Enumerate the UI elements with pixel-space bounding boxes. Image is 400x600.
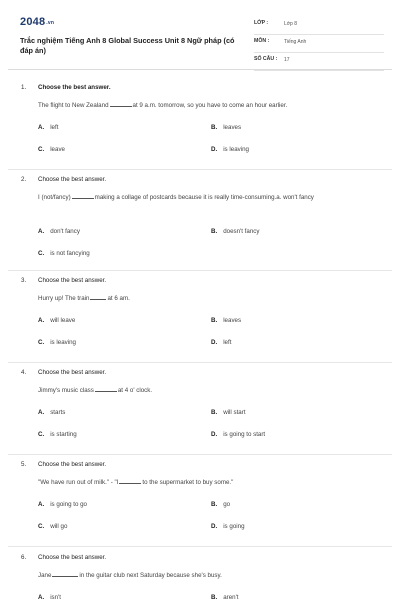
option-letter: A.: [38, 501, 45, 508]
question-heading: Choose the best answer.: [38, 277, 107, 284]
stem-after: at 6 am.: [107, 295, 130, 302]
question-stem: [38, 193, 368, 203]
option-a[interactable]: [38, 124, 58, 131]
question-heading: Choose the best answer.: [38, 554, 107, 561]
option-text: is going to start: [223, 431, 266, 438]
option-text: is leaving: [223, 146, 249, 153]
stem-after: in the guitar club next Saturday because she's busy.: [79, 572, 222, 579]
stem-before: Hurry up! The train: [38, 295, 90, 302]
option-letter: B.: [211, 594, 218, 600]
question-stem: [38, 571, 368, 581]
option-text: will go: [50, 523, 68, 530]
stem-before: Jane: [38, 572, 52, 579]
stem-before: Jimmy's music class: [38, 387, 94, 394]
stem-after: making a collage of postcards because it is really time-consuming.a. won't fancy: [94, 194, 314, 201]
stem-after: at 9 a.m. tomorrow, so you have to come an hour earlier.: [132, 102, 288, 109]
option-letter: B.: [211, 409, 218, 416]
question-item: [8, 84, 392, 170]
meta-label: LỚP :: [254, 20, 269, 26]
option-text: doesn't fancy: [223, 228, 260, 235]
logo-suffix: .vn: [46, 20, 55, 26]
option-a[interactable]: [38, 228, 80, 235]
option-letter: A.: [38, 409, 45, 416]
meta-value: 17: [284, 56, 290, 63]
option-text: will start: [223, 409, 246, 416]
option-b[interactable]: [211, 501, 230, 508]
option-letter: B.: [211, 501, 218, 508]
option-text: left: [223, 339, 232, 346]
question-item: [8, 461, 392, 547]
option-c[interactable]: [38, 523, 67, 530]
question-number: 2.: [21, 176, 27, 183]
meta-row-class: [254, 17, 384, 35]
question-item: [8, 369, 392, 455]
site-logo[interactable]: [20, 16, 54, 28]
option-text: leaves: [223, 124, 242, 131]
option-letter: B.: [211, 124, 218, 131]
option-a[interactable]: [38, 409, 65, 416]
meta-row-count: [254, 53, 384, 71]
question-number: 6.: [21, 554, 27, 561]
option-b[interactable]: [211, 124, 241, 131]
option-b[interactable]: [211, 409, 246, 416]
question-number: 5.: [21, 461, 27, 468]
question-stem: [38, 386, 368, 396]
option-text: isn't: [50, 594, 61, 600]
meta-value: Tiếng Anh: [284, 38, 307, 45]
stem-before: The flight to New Zealand: [38, 102, 109, 109]
question-heading: Choose the best answer.: [38, 461, 107, 468]
option-d[interactable]: [211, 431, 265, 438]
option-text: left: [50, 124, 59, 131]
option-b[interactable]: [211, 317, 241, 324]
meta-label: SỐ CÂU :: [254, 56, 278, 62]
option-text: is going: [223, 523, 245, 530]
question-number: 4.: [21, 369, 27, 376]
option-letter: A.: [38, 228, 45, 235]
option-letter: C.: [38, 523, 45, 530]
answer-blank: [90, 294, 106, 300]
option-text: is leaving: [50, 339, 76, 346]
option-text: don't fancy: [50, 228, 80, 235]
stem-after: to the supermarket to buy some.": [142, 479, 234, 486]
option-letter: C.: [38, 339, 45, 346]
option-letter: D.: [211, 146, 218, 153]
option-letter: C.: [38, 431, 45, 438]
meta-label: MÔN :: [254, 38, 270, 44]
option-letter: D.: [211, 523, 218, 530]
question-heading: Choose the best answer.: [38, 176, 107, 183]
option-letter: A.: [38, 317, 45, 324]
option-c[interactable]: [38, 146, 65, 153]
option-a[interactable]: [38, 501, 87, 508]
quiz-title: Trắc nghiệm Tiếng Anh 8 Global Success Unit 8 Ngữ pháp (có đáp án): [20, 36, 235, 55]
meta-row-subject: [254, 35, 384, 53]
option-letter: D.: [211, 431, 218, 438]
question-heading: Choose the best answer.: [38, 369, 107, 376]
option-text: aren't: [223, 594, 239, 600]
stem-after: at 4 o' clock.: [117, 387, 153, 394]
answer-blank: [95, 386, 117, 392]
option-b[interactable]: [211, 594, 238, 600]
option-c[interactable]: [38, 339, 76, 346]
quiz-meta: [254, 17, 384, 71]
question-number: 1.: [21, 84, 27, 91]
option-letter: A.: [38, 124, 45, 131]
answer-blank: [52, 571, 78, 577]
option-text: is going to go: [50, 501, 87, 508]
option-letter: A.: [38, 594, 45, 600]
question-stem: [38, 101, 368, 111]
answer-blank: [119, 478, 141, 484]
option-text: go: [223, 501, 231, 508]
stem-before: "We have run out of milk." - "I: [38, 479, 119, 486]
option-letter: B.: [211, 228, 218, 235]
question-number: 3.: [21, 277, 27, 284]
question-stem: [38, 294, 368, 304]
option-d[interactable]: [211, 339, 231, 346]
question-stem: [38, 478, 368, 488]
logo-text: 2048: [20, 16, 46, 28]
option-b[interactable]: [211, 228, 259, 235]
option-text: will leave: [50, 317, 76, 324]
option-letter: C.: [38, 146, 45, 153]
option-text: starts: [50, 409, 66, 416]
answer-blank: [110, 101, 132, 107]
answer-blank: [72, 193, 94, 199]
question-item: [8, 277, 392, 363]
question-heading: Choose the best answer.: [38, 84, 111, 91]
quiz-header: [8, 8, 392, 70]
option-text: leave: [50, 146, 65, 153]
stem-before: I (not/fancy): [38, 194, 71, 201]
option-text: is starting: [50, 431, 77, 438]
meta-value: Lớp 8: [284, 20, 298, 27]
option-d[interactable]: [211, 523, 245, 530]
quiz-page: [8, 8, 392, 600]
option-a[interactable]: [38, 317, 75, 324]
option-a[interactable]: [38, 594, 61, 600]
option-letter: D.: [211, 339, 218, 346]
option-c[interactable]: [38, 431, 77, 438]
question-item: [8, 554, 392, 600]
question-item: [8, 176, 392, 271]
option-d[interactable]: [211, 146, 249, 153]
option-text: is not fancying: [50, 250, 90, 257]
option-letter: C.: [38, 250, 45, 257]
option-letter: B.: [211, 317, 218, 324]
option-text: leaves: [223, 317, 242, 324]
option-c[interactable]: [38, 250, 90, 257]
